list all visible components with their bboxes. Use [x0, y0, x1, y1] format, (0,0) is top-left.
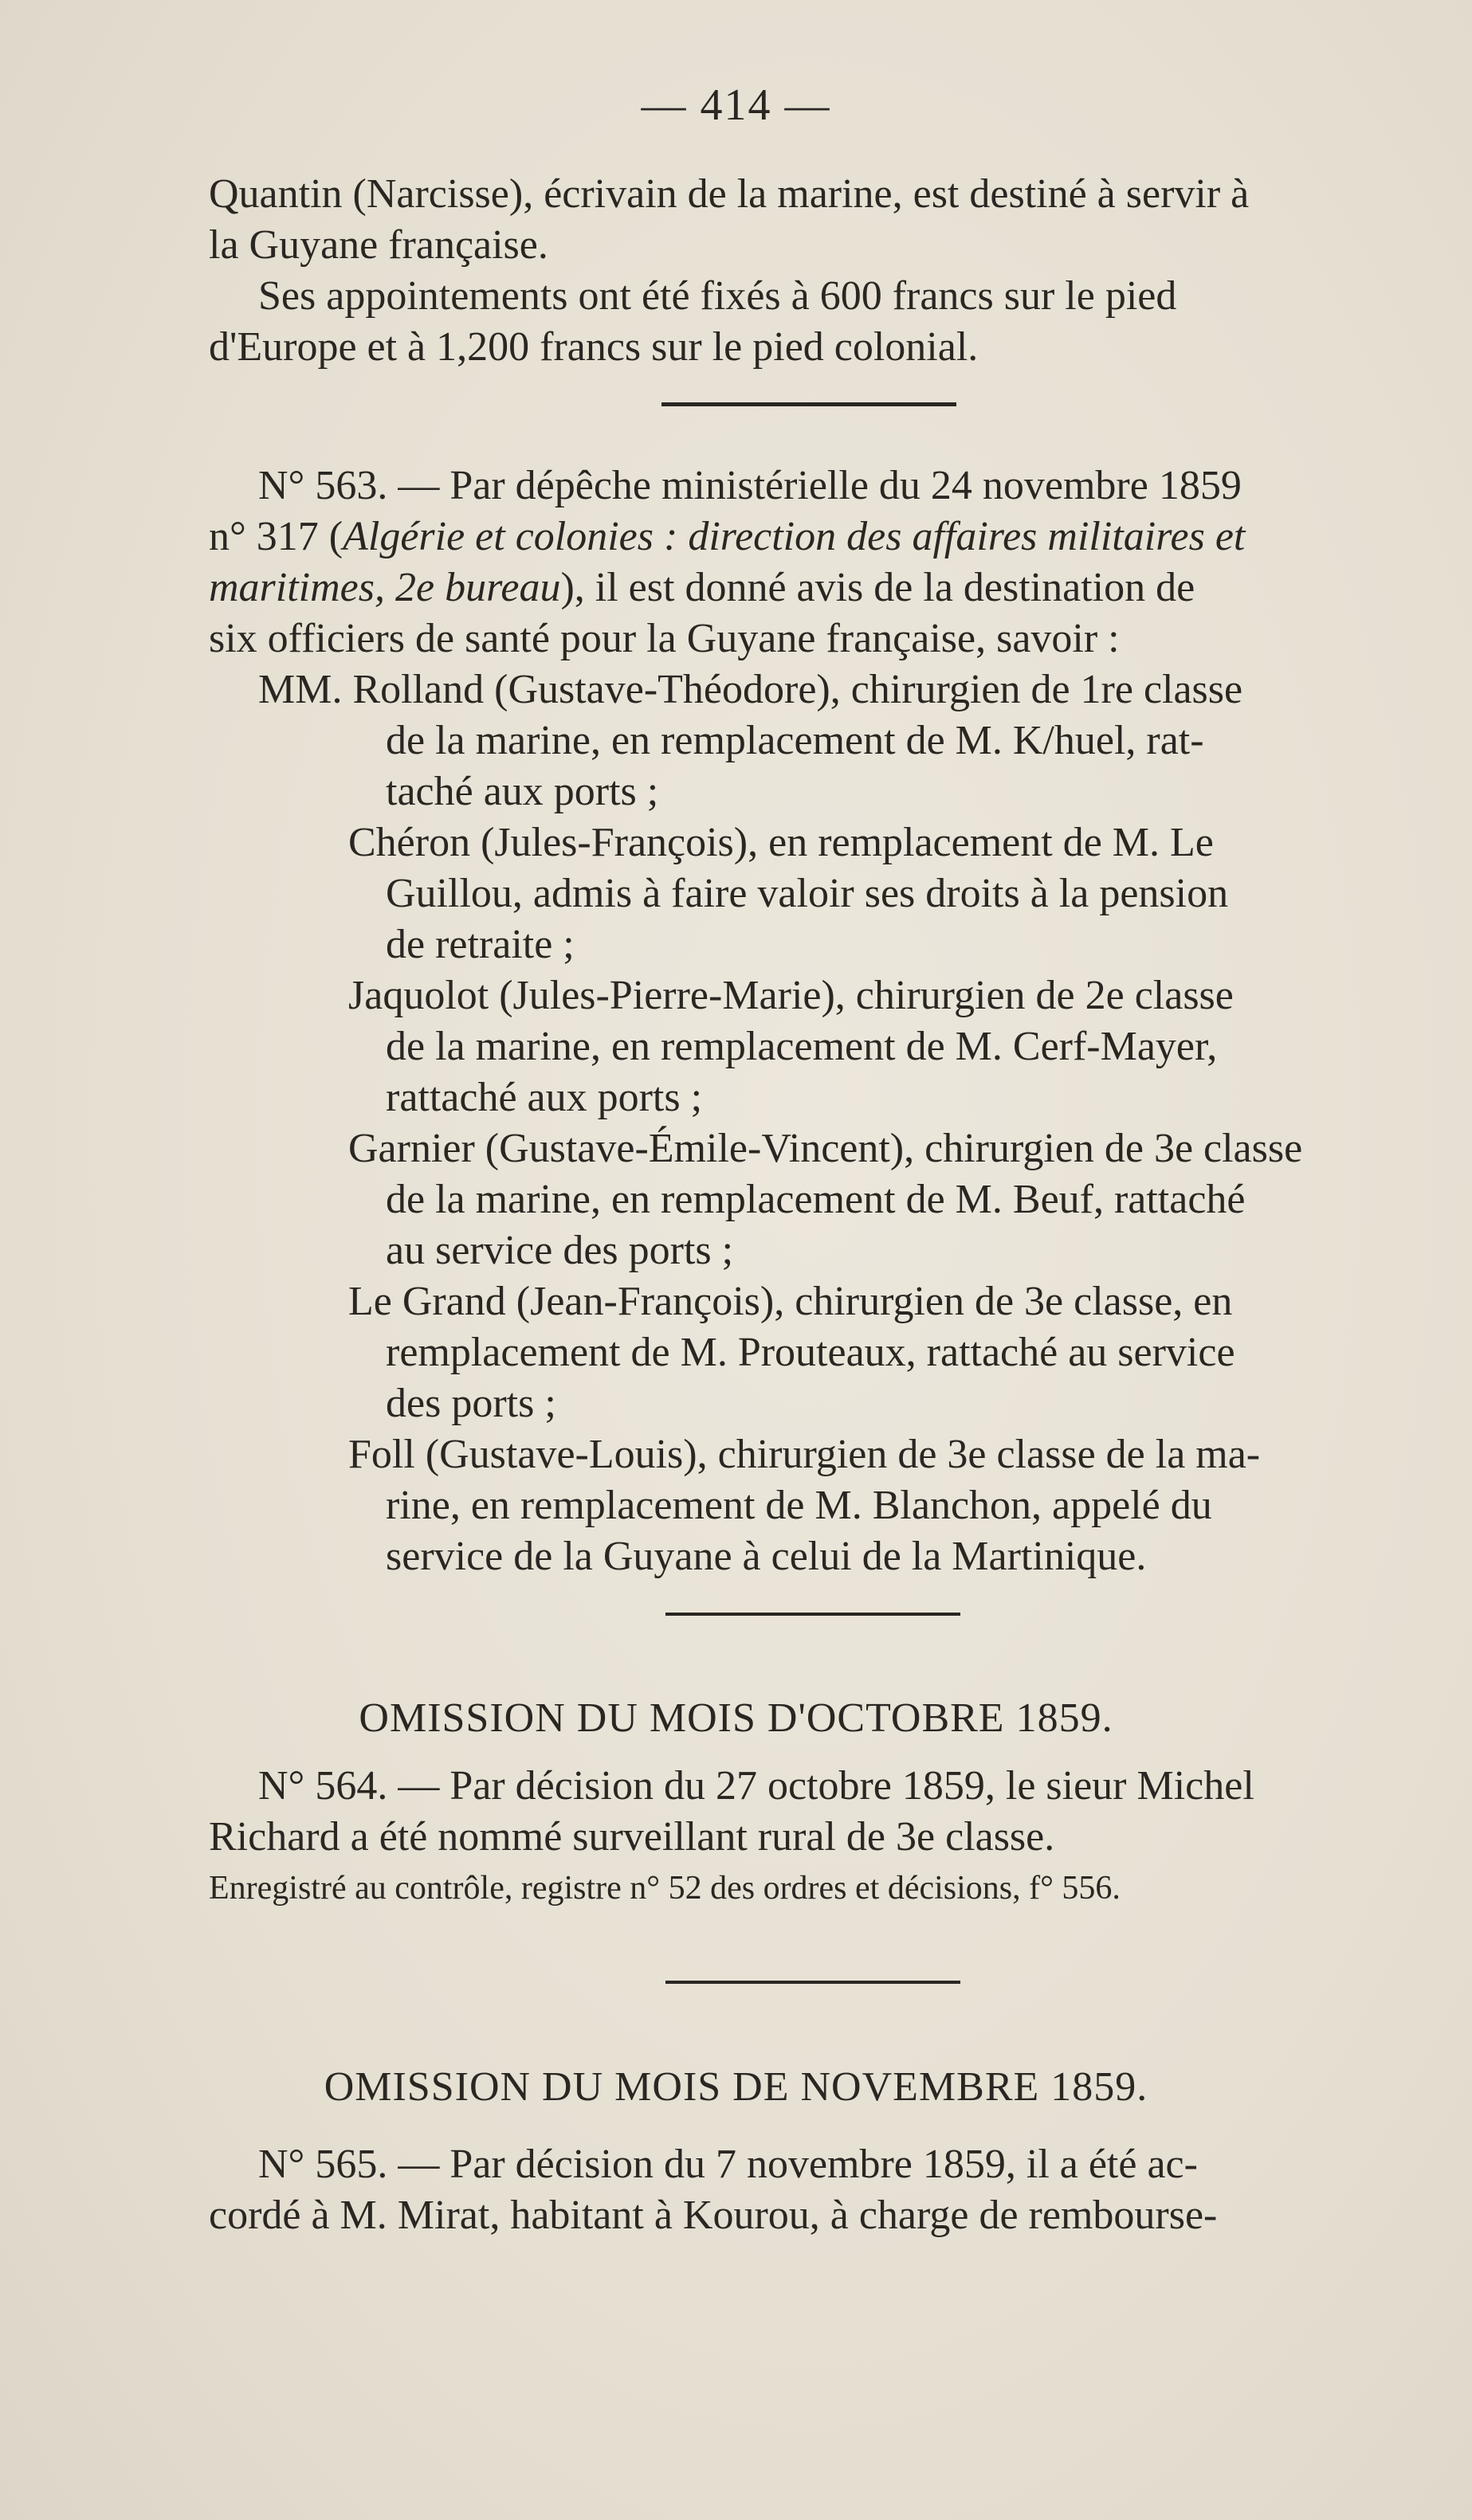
entry-563-line-2: n° 317 (Algérie et colonies : direction des affaires militaires et: [209, 514, 1246, 559]
entry-564-registration: Enregistré au contrôle, registre n° 52 des ordres et décisions, f° 556.: [209, 1870, 1121, 1907]
entry-quantin: [209, 169, 1414, 373]
heading-omission-november: OMISSION DU MOIS DE NOVEMBRE 1859.: [324, 2064, 1148, 2110]
officer-line: service de la Guyane à celui de la Martinique.: [386, 1534, 1147, 1579]
page-number: — 414 —: [641, 80, 831, 130]
officer-line: rattaché aux ports ;: [386, 1075, 703, 1120]
officer-line: MM. Rolland (Gustave-Théodore), chirurgien de 1re classe: [258, 667, 1243, 712]
heading-omission-october: OMISSION DU MOIS D'OCTOBRE 1859.: [359, 1695, 1113, 1741]
officer-line: Garnier (Gustave-Émile-Vincent), chirurgien de 3e classe: [348, 1126, 1303, 1171]
entry-565-line-1: N° 565. — Par décision du 7 novembre 1859, il a été ac-: [258, 2142, 1198, 2187]
officer-line: de retraite ;: [386, 922, 575, 967]
officer-line: de la marine, en remplacement de M. K/huel, rat-: [386, 718, 1204, 763]
entry-565-line-2: cordé à M. Mirat, habitant à Kourou, à charge de rembourse-: [209, 2193, 1218, 2238]
separator-rule: [661, 402, 956, 406]
separator-rule: [665, 1981, 960, 1984]
entry-563-line-4: six officiers de santé pour la Guyane française, savoir :: [209, 616, 1120, 661]
officer-line: au service des ports ;: [386, 1228, 734, 1273]
entry-564: [209, 1761, 1414, 1914]
officer-line: rine, en remplacement de M. Blanchon, appelé du: [386, 1483, 1212, 1528]
entry-563-line-1: N° 563. — Par dépêche ministérielle du 24 novembre 1859: [258, 463, 1242, 508]
officer-line: de la marine, en remplacement de M. Cerf-Mayer,: [386, 1024, 1218, 1069]
entry-564-line-1: N° 564. — Par décision du 27 octobre 1859, le sieur Michel: [258, 1763, 1254, 1809]
quantin-line-2: la Guyane française.: [209, 222, 548, 268]
entry-564-line-2: Richard a été nommé surveillant rural de 3e classe.: [209, 1814, 1055, 1860]
officer-line: Chéron (Jules-François), en remplacement de M. Le: [348, 820, 1214, 865]
separator-rule: [665, 1613, 960, 1616]
officer-line: Le Grand (Jean-François), chirurgien de 3e classe, en: [348, 1279, 1233, 1324]
officer-line: remplacement de M. Prouteaux, rattaché au service: [386, 1330, 1235, 1375]
quantin-line-1: Quantin (Narcisse), écrivain de la marine, est destiné à servir à: [209, 171, 1250, 217]
quantin-line-4: d'Europe et à 1,200 francs sur le pied colonial.: [209, 324, 979, 370]
entry-563-line-3: maritimes, 2e bureau), il est donné avis de la destination de: [209, 565, 1195, 610]
officer-line: des ports ;: [386, 1381, 556, 1426]
officer-line: Guillou, admis à faire valoir ses droits à la pension: [386, 871, 1229, 916]
officer-line: de la marine, en remplacement de M. Beuf, rattaché: [386, 1177, 1246, 1222]
officer-line: Jaquolot (Jules-Pierre-Marie), chirurgien de 2e classe: [348, 973, 1234, 1018]
officer-line: Foll (Gustave-Louis), chirurgien de 3e classe de la ma-: [348, 1432, 1261, 1477]
quantin-line-3: Ses appointements ont été fixés à 600 francs sur le pied: [258, 273, 1177, 319]
officer-list: [209, 664, 1414, 1582]
entry-565: [209, 2139, 1414, 2241]
entry-563: [209, 460, 1414, 664]
officer-line: taché aux ports ;: [386, 769, 659, 814]
